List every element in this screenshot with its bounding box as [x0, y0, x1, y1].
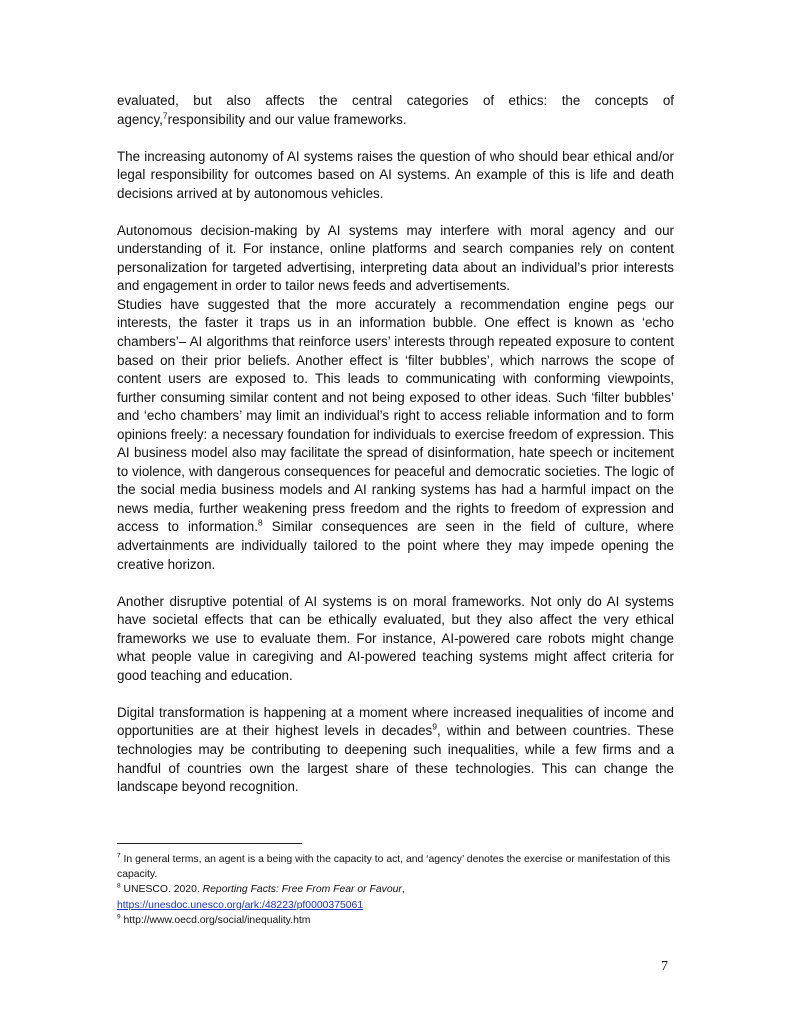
footnote-7 [117, 852, 674, 882]
footnote-8 [117, 882, 674, 912]
footnote-separator [117, 843, 302, 844]
paragraph-5: Another disruptive potential of AI systems is on moral frameworks. Not only do AI systems have societal effects that can be ethically evaluated, but they also affect the very ethical frameworks we use to evaluate them. For instance, AI-powered care robots might change what people value in caregiving and AI-powered teaching systems might affect criteria for good teaching and education. [117, 593, 674, 683]
footnote-9-number: 9 [117, 913, 121, 921]
paragraph-4 [117, 296, 674, 574]
paragraph-gap [117, 574, 674, 593]
paragraph-gap [117, 129, 674, 148]
footnote-ref-8[interactable]: 8 [257, 518, 263, 529]
footnote-8-prefix: UNESCO. 2020. [120, 884, 203, 896]
paragraph-2: The increasing autonomy of AI systems raises the question of who should bear ethical and/or legal responsibility for outcomes based on AI systems. An example of this is life and death decisions arrived at by autonomous vehicles. [117, 148, 674, 201]
footnote-ref-7[interactable]: 7 [162, 110, 168, 121]
footnote-7-text: In general terms, an agent is a being with the capacity to act, and ‘agency’ denotes the exercise or manifestation of this capacity. [117, 854, 671, 881]
footnote-8-number: 8 [117, 882, 121, 890]
paragraph-3: Autonomous decision-making by AI systems may interfere with moral agency and our understanding of it. For instance, online platforms and search companies rely on content personalization for targeted advertising, interpreting data about an individual’s prior interests and engagement in order to tailor news feeds and advertisements. [117, 222, 674, 294]
paragraph-4-text-a: Studies have suggested that the more accurately a recommendation engine pegs our interests, the faster it traps us in an information bubble. One effect is known as ‘echo chambers’– AI algorithms that reinforce users’ interests through repeated exposure to content based on their prior beliefs. Another effect is ‘filter bubbles’, which narrows the scope of content users are exposed to. This leads to communicating with conforming viewpoints, further consuming similar content and not being exposed to other ideas. Such ‘filter bubbles’ and ‘echo chambers’ may limit an individual’s right to access reliable information and to form opinions freely: a necessary foundation for individuals to exercise freedom of expression. This AI business model also may facilitate the spread of disinformation, hate speech or incitement to violence, with dangerous consequences for peaceful and democratic societies. The logic of the social media business models and AI ranking systems has had a harmful impact on the news media, further weakening press freedom and the rights to freedom of expression and access to information. [117, 296, 674, 535]
main-body-text [117, 92, 674, 797]
paragraph-gap [117, 685, 674, 704]
footnotes [117, 852, 674, 928]
footnote-8-link[interactable]: https://unesdoc.unesco.org/ark:/48223/pf0000375061 [117, 899, 364, 911]
paragraph-6-text-a: Digital transformation is happening at a moment where increased inequalities of income and opportunities are at their highest levels in decades [117, 704, 674, 739]
footnote-9 [117, 913, 674, 928]
paragraph-1 [117, 92, 674, 129]
paragraph-1-text-a: evaluated, but also affects the central categories of ethics: the concepts of agency, [117, 93, 674, 127]
footnote-7-number: 7 [117, 852, 121, 860]
footnote-8-title: Reporting Facts: Free From Fear or Favour [202, 884, 402, 896]
paragraph-1-text-b: responsibility and our value frameworks. [167, 111, 407, 127]
paragraph-6 [117, 704, 674, 797]
paragraph-6-text-b: , within and between countries. These technologies may be contributing to deepening such inequalities, while a few firms and a handful of countries own the largest share of these technologies. This can change the landscape beyond recognition. [117, 723, 674, 795]
paragraph-4-text-b: Similar consequences are seen in the field of culture, where advertainments are individually tailored to the point where they may impede opening the creative horizon. [117, 519, 674, 572]
page-number: 7 [661, 959, 668, 974]
footnote-8-suffix: , [401, 884, 405, 896]
footnote-9-text: http://www.oecd.org/social/inequality.htm [120, 914, 311, 926]
footnote-ref-9[interactable]: 9 [432, 721, 437, 732]
paragraph-gap [117, 203, 674, 222]
